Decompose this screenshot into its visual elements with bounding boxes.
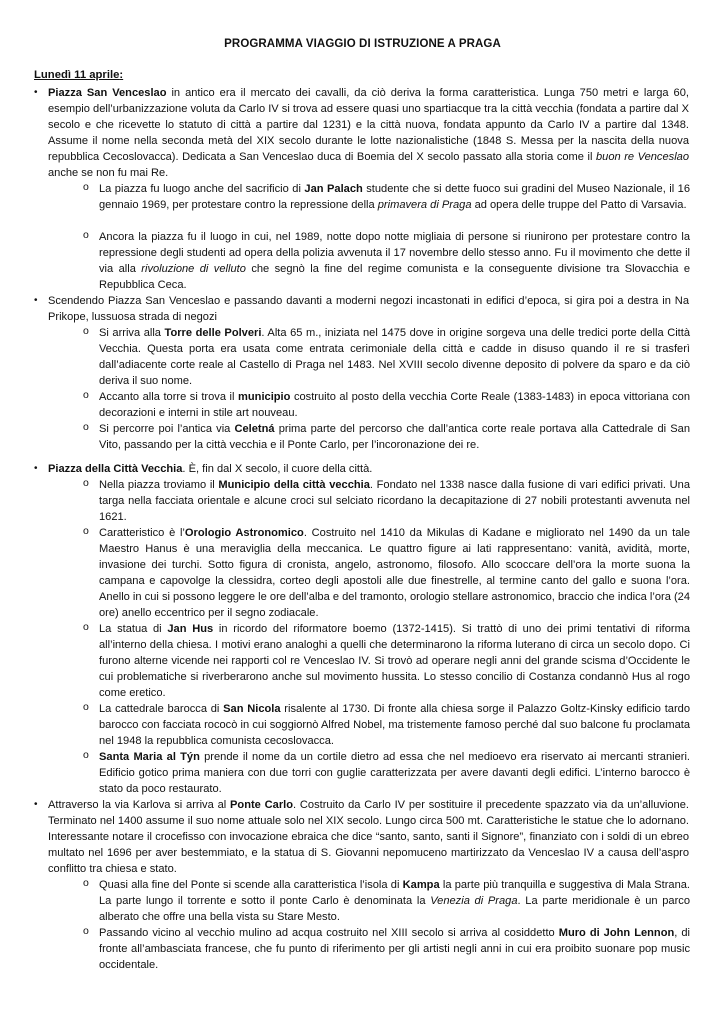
sub-bullet-icon: o bbox=[83, 421, 89, 433]
text-run: . È, fin dal X secolo, il cuore della città. bbox=[182, 463, 373, 475]
text-run: Caratteristico è l’ bbox=[99, 527, 185, 539]
sub-list-item bbox=[99, 925, 690, 973]
bold-text: Ponte Carlo bbox=[230, 799, 294, 811]
sub-bullet-icon: o bbox=[83, 925, 89, 937]
text-run: Nella piazza troviamo il bbox=[99, 479, 219, 491]
day-heading: Lunedì 11 aprile: bbox=[34, 69, 124, 81]
text-run: , di fronte all’ambasciata francese, che fu punto di riferimento per gli artisti negli anni in cui era proibito suonare pop music occidentale. bbox=[99, 927, 690, 972]
bullet-icon: • bbox=[34, 295, 38, 306]
text-run: Passando vicino al vecchio mulino ad acqua costruito nel XIII secolo si arriva al cosiddetto bbox=[99, 927, 559, 939]
text-run: Ancora la piazza fu il luogo in cui, nel 1989, notte dopo notte migliaia di persone si riunirono per protestare contro la repressione degli studenti ad opera della polizia avvenuta il 17 novembre dello stesso anno. Fu il movimento che dette il via alla bbox=[99, 231, 690, 276]
list-item bbox=[48, 797, 689, 877]
text-run: che segnò la fine del regime comunista e la conseguente divisione tra Slovacchia e Repubblica Ceca. bbox=[99, 263, 690, 292]
text-run: . Costruito nel 1410 da Mikulas di Kadane e migliorato nel 1490 da un tale Maestro Hanus è una meraviglia della meccanica. Le quattro figure ai lati rappresentano: vanità, avidità, morte, invasione dei turchi. Sotto figura di cronista, angelo, astronomo, filosofo. Allo scoccare dell’ora la morte suona la campana e capovolge la clessidra, corteo degli apostoli alle due finestrelle, al termine canto del gallo e suona l’ora. Anello in cui si possono leggere le ore dell’alba e del tramonto, orologio stellare astronomico, braccio che indica l’ora (24 ore) anello eccentrico per il segno zodiacale. bbox=[99, 527, 690, 620]
list-item bbox=[48, 293, 689, 325]
bold-text: Celetná bbox=[234, 423, 275, 435]
text-run: Attraverso la via Karlova si arriva al bbox=[48, 799, 231, 811]
sub-list-item bbox=[99, 621, 690, 701]
bold-text: San Nicola bbox=[223, 703, 281, 715]
sub-bullet-icon: o bbox=[83, 325, 89, 337]
sub-bullet-icon: o bbox=[83, 181, 89, 193]
sub-list-item bbox=[99, 701, 690, 749]
bullet-icon: • bbox=[34, 87, 38, 98]
bold-text: Jan Palach bbox=[304, 183, 363, 195]
sub-bullet-icon: o bbox=[83, 525, 89, 537]
bold-text: Torre delle Polveri bbox=[164, 327, 262, 339]
bold-text: Orologio Astronomico bbox=[184, 527, 304, 539]
text-run: ad opera delle truppe del Patto di Varsavia. bbox=[471, 199, 687, 212]
bold-text: Municipio della città vecchia bbox=[218, 479, 370, 491]
sub-list-item bbox=[99, 229, 690, 293]
sub-list-item bbox=[99, 749, 690, 797]
text-run: anche se non fu mai Re. bbox=[48, 167, 169, 180]
text-run: la parte più tranquilla e suggestiva di Mala Strana. La parte lungo il torrente e sotto il ponte Carlo è denominata la bbox=[99, 879, 690, 908]
bold-text: Piazza della Città Vecchia bbox=[48, 463, 183, 475]
text-run: La statua di bbox=[99, 623, 168, 635]
bold-text: Muro di John Lennon bbox=[558, 927, 675, 939]
bold-text: municipio bbox=[238, 391, 291, 403]
text-run: . Alta 65 m., iniziata nel 1475 dove in origine sorgeva una delle tredici porte della Città Vecchia. Questa porta era usata come entrata cerimoniale della città e cadde in disuso quando il re si trasferì dall’adiacente corte reale al Castello di Praga nel 1483. Nel XVIII secolo divenne deposito di polvere da sparo e da ciò deriva il suo nome. bbox=[99, 327, 691, 388]
text-run: . La parte meridionale è un parco alberato che offre una bella vista su Stare Mesto. bbox=[99, 895, 690, 924]
text-run: prima parte del percorso che dall’antica corte reale portava alla Cattedrale di San Vito, passando per la città vecchia e il Ponte Carlo, per l’incoronazione dei re. bbox=[99, 423, 690, 452]
italic-text: rivoluzione di velluto bbox=[141, 263, 246, 276]
bold-text: Kampa bbox=[402, 879, 440, 891]
text-run: in ricordo del riformatore boemo (1372-1415). Si trattò di uno dei primi tentativi di riforma all’interno della chiesa. I motivi erano analoghi a quelli che determinarono la riforma luterano di circa un secolo dopo. Ci furono alterne vicende nei rapporti col re Venceslao IV. Si trovò ad operare negli anni del grande scisma d’Occidente le cui problematiche si riverberarono anche sul movimento hussita. Lo stesso concilio di Costanza condannò Hus al rogo come eretico. bbox=[99, 623, 691, 700]
sub-bullet-icon: o bbox=[83, 229, 89, 241]
italic-text: buon re Venceslao bbox=[595, 151, 690, 164]
sub-list-item bbox=[99, 325, 690, 389]
sub-list-item bbox=[99, 389, 690, 421]
sub-bullet-icon: o bbox=[83, 749, 89, 761]
list-item bbox=[48, 461, 689, 477]
sub-list-item bbox=[99, 181, 690, 213]
day-label: Lunedì 11 aprile bbox=[34, 69, 120, 81]
sub-bullet-icon: o bbox=[83, 389, 89, 401]
document-title: PROGRAMMA VIAGGIO DI ISTRUZIONE A PRAGA bbox=[224, 38, 501, 50]
sub-bullet-icon: o bbox=[83, 701, 89, 713]
bold-text: Jan Hus bbox=[167, 623, 214, 635]
bold-text: Santa Maria al Týn bbox=[99, 751, 200, 763]
sub-list-item bbox=[99, 421, 690, 453]
bullet-icon: • bbox=[34, 463, 38, 474]
italic-text: primavera di Praga bbox=[377, 199, 472, 212]
text-run: . Fondato nel 1338 nasce dalla fusione di vari edifici privati. Una targa nella facciata orientale e alcune croci sul selciato ricordano la decapitazione di 27 nobili protestanti avvenuta nel 1621. bbox=[99, 479, 690, 524]
text-run: in antico era il mercato dei cavalli, da ciò deriva la forma caratteristica. Lunga 750 metri e larga 60, esempio dell’urbanizzazione voluta da Carlo IV si trova ad essere quasi uno spartiacque tra la città vecchia (fondata a partire dal X secolo e che ricevette lo statuto di città a partire dal 1231) e la città nuova, fondata appunto da Carlo IV a partire dal 1348. Assume il nome nella seconda metà del XIX secolo durante le lotte nazionalistiche (1848 S. Messa per la nascita della nuova repubblica Cecoslovacca). Dedicata a San Venceslao duca di Boemia del X secolo passato alla storia come il bbox=[48, 87, 689, 164]
sub-bullet-icon: o bbox=[83, 621, 89, 633]
sub-list-item bbox=[99, 877, 690, 925]
text-run: Scendendo Piazza San Venceslao e passando davanti a moderni negozi incastonati in edifici d’epoca, si gira poi a destra in Na Prikope, lussuosa strada di negozi bbox=[48, 295, 689, 324]
bullet-icon: • bbox=[34, 799, 38, 810]
sub-bullet-icon: o bbox=[83, 877, 89, 889]
sub-list-item bbox=[99, 525, 690, 622]
text-run: La piazza fu luogo anche del sacrificio di bbox=[99, 183, 305, 195]
italic-text: Venezia di Praga bbox=[430, 895, 518, 908]
text-run: prende il nome da un cortile dietro ad essa che nel medioevo era riservato ai mercanti stranieri. Edificio gotico prima maniera con due torri con guglie caratterizzata per avere davanti degli edifici. L’interno barocco è stato da poco restaurato. bbox=[99, 751, 690, 796]
text-run: Quasi alla fine del Ponte si scende alla caratteristica l’isola di bbox=[99, 879, 403, 891]
sub-bullet-icon: o bbox=[83, 477, 89, 489]
text-run: La cattedrale barocca di bbox=[99, 703, 224, 715]
text-run: studente che si dette fuoco sui gradini del Museo Nazionale, il 16 gennaio 1969, per protestare contro la repressione della bbox=[99, 183, 690, 212]
text-run: costruito al posto della vecchia Corte Reale (1383-1483) in epoca vittoriana con decorazioni e interni in stile art nouveau. bbox=[99, 391, 690, 420]
text-run: risalente al 1730. Di fronte alla chiesa sorge il Palazzo Goltz-Kinsky edificio tardo barocco con facciata rococò in cui soggiornò Alfred Nobel, ma tristemente famoso perché dal suo balcone fu proclamata nel 1948 la repubblica comunista cecoslovacca. bbox=[99, 703, 690, 748]
text-run: Si percorre poi l’antica via bbox=[99, 423, 235, 435]
sub-list-item bbox=[99, 477, 690, 525]
text-run: Si arriva alla bbox=[99, 327, 165, 339]
text-run: . Costruito da Carlo IV per sostituire il precedente spazzato via da un’alluvione. Terminato nel 1400 assume il suo nome attuale solo nel XIX secolo. Lungo circa 500 mt. Caratteristiche le statue che lo adornano. Interessante notare il crocefisso con invocazione ebraica che dice “santo, santo, santi il Signore”, finanziato con i soldi di un ebreo multato nel 1696 per aver bestemmiato, e la statua di S. Giovanni nepomuceno martirizzato da Venceslao IV a causa dell’aspro conflitto tra chiesa e stato. bbox=[48, 799, 689, 876]
text-run: Accanto alla torre si trova il bbox=[99, 391, 239, 403]
list-item bbox=[48, 85, 689, 182]
bold-text: Piazza San Venceslao bbox=[48, 87, 167, 99]
